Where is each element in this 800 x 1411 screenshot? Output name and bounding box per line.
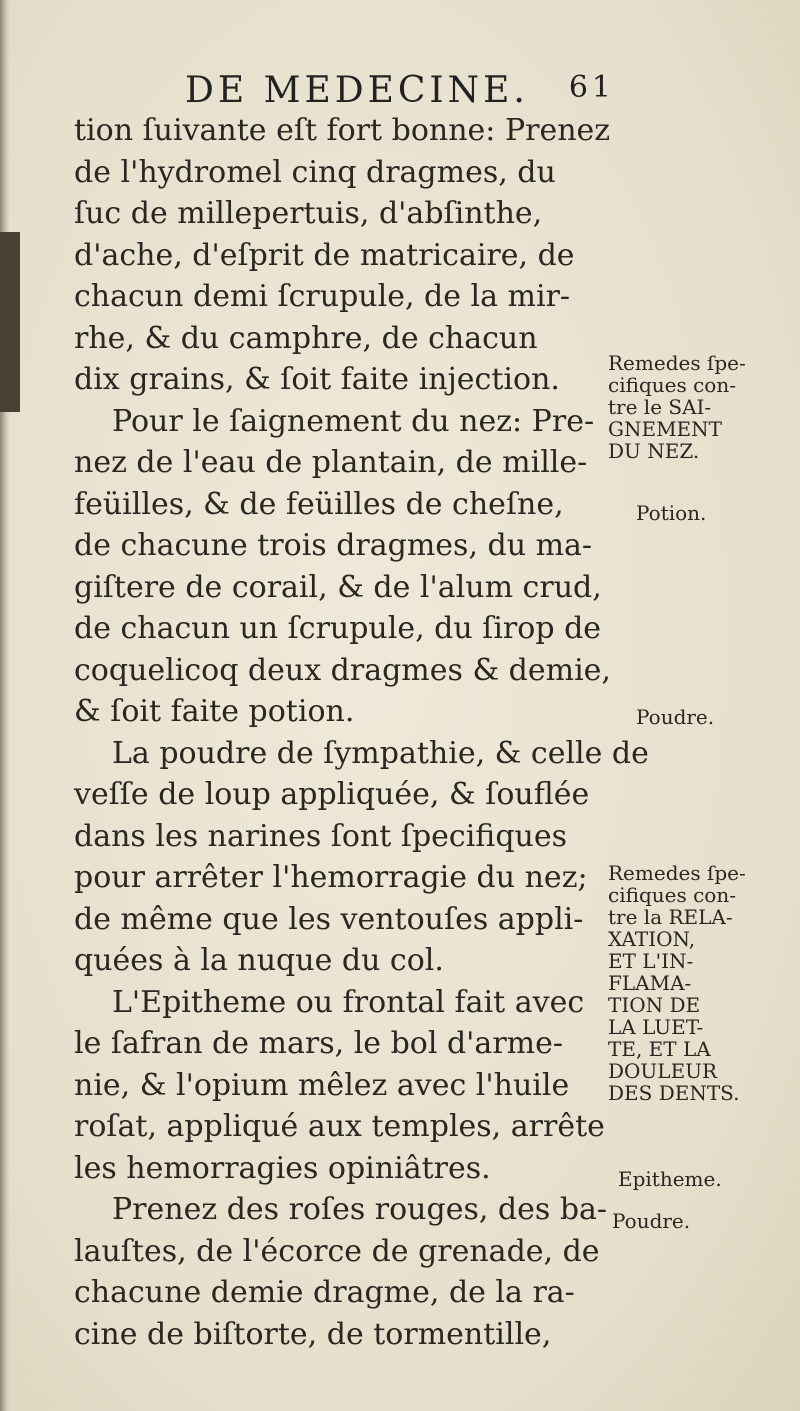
text-line: L'Epitheme ou frontal fait avec — [112, 984, 585, 1020]
text-line: roſat, appliqué aux temples, arrête — [74, 1109, 605, 1144]
text-line: veſſe de loup appliquée, & ſouflée — [74, 777, 590, 812]
running-title: DE MEDECINE. — [185, 70, 529, 111]
text-line: coquelicoq deux dragmes & demie, — [74, 652, 611, 688]
text-line: feüilles, & de feüilles de cheſne, — [74, 486, 564, 522]
text-line: de l'hydromel cinq dragmes, du — [74, 154, 556, 190]
text-line: La poudre de ſympathie, & celle de — [112, 735, 649, 771]
main-text — [74, 110, 649, 1355]
margin-note: Poudre. — [636, 705, 715, 729]
text-line: nez de l'eau de plantain, de mille- — [74, 445, 588, 480]
text-line: les hemorragies opiniâtres. — [74, 1150, 491, 1186]
text-line: nie, & l'opium mêlez avec l'huile — [74, 1067, 570, 1103]
page-edge-shadow — [0, 0, 10, 1411]
margin-note: Potion. — [636, 501, 707, 525]
margin-note: Poudre. — [612, 1209, 691, 1233]
text-line: giſtere de corail, & de l'alum crud, — [74, 569, 602, 605]
text-line: ſuc de millepertuis, d'abſinthe, — [74, 196, 543, 231]
text-line: chacun demi ſcrupule, de la mir- — [74, 279, 571, 314]
text-line: d'ache, d'eſprit de matricaire, de — [74, 237, 575, 273]
text-line: & ſoit faite potion. — [74, 694, 355, 729]
text-line: rhe, & du camphre, de chacun — [74, 320, 538, 356]
text-line: pour arrêter l'hemorragie du nez; — [74, 860, 588, 895]
text-line: de chacun un ſcrupule, du ſirop de — [74, 611, 602, 646]
text-line: Prenez des roſes rouges, des ba- — [112, 1192, 608, 1227]
text-line: chacune demie dragme, de la ra- — [74, 1275, 575, 1310]
text-line: de chacune trois dragmes, du ma- — [74, 528, 593, 563]
text-line: lauſtes, de l'écorce de grenade, de — [74, 1233, 600, 1269]
margin-note: Remedes ſpe- cifiques con- tre la RELA- XATION, ET L'IN- FLAMA- TION DE LA LUET- TE, ET LA DOULEUR DES DENTS. — [608, 861, 746, 1105]
text-line: dans les narines ſont ſpecifiques — [74, 818, 567, 854]
text-line: cine de biſtorte, de tormentille, — [74, 1316, 552, 1352]
text-line: de même que les ventouſes appli- — [74, 901, 584, 937]
margin-note: Remedes ſpe- cifiques con- tre le SAI- GNEMENT DU NEZ. — [608, 351, 746, 463]
text-line: dix grains, & ſoit faite injection. — [74, 362, 560, 397]
margin-note: Epitheme. — [618, 1167, 722, 1191]
binding-mark — [0, 232, 20, 412]
text-line: quées à la nuque du col. — [74, 943, 444, 978]
text-line: tion ſuivante eſt fort bonne: Prenez — [74, 113, 611, 148]
text-line: le ſafran de mars, le bol d'arme- — [74, 1026, 563, 1061]
margin-notes — [608, 0, 798, 1411]
text-line: Pour le ſaignement du nez: Pre- — [112, 403, 595, 439]
page-number: 61 — [568, 70, 615, 105]
